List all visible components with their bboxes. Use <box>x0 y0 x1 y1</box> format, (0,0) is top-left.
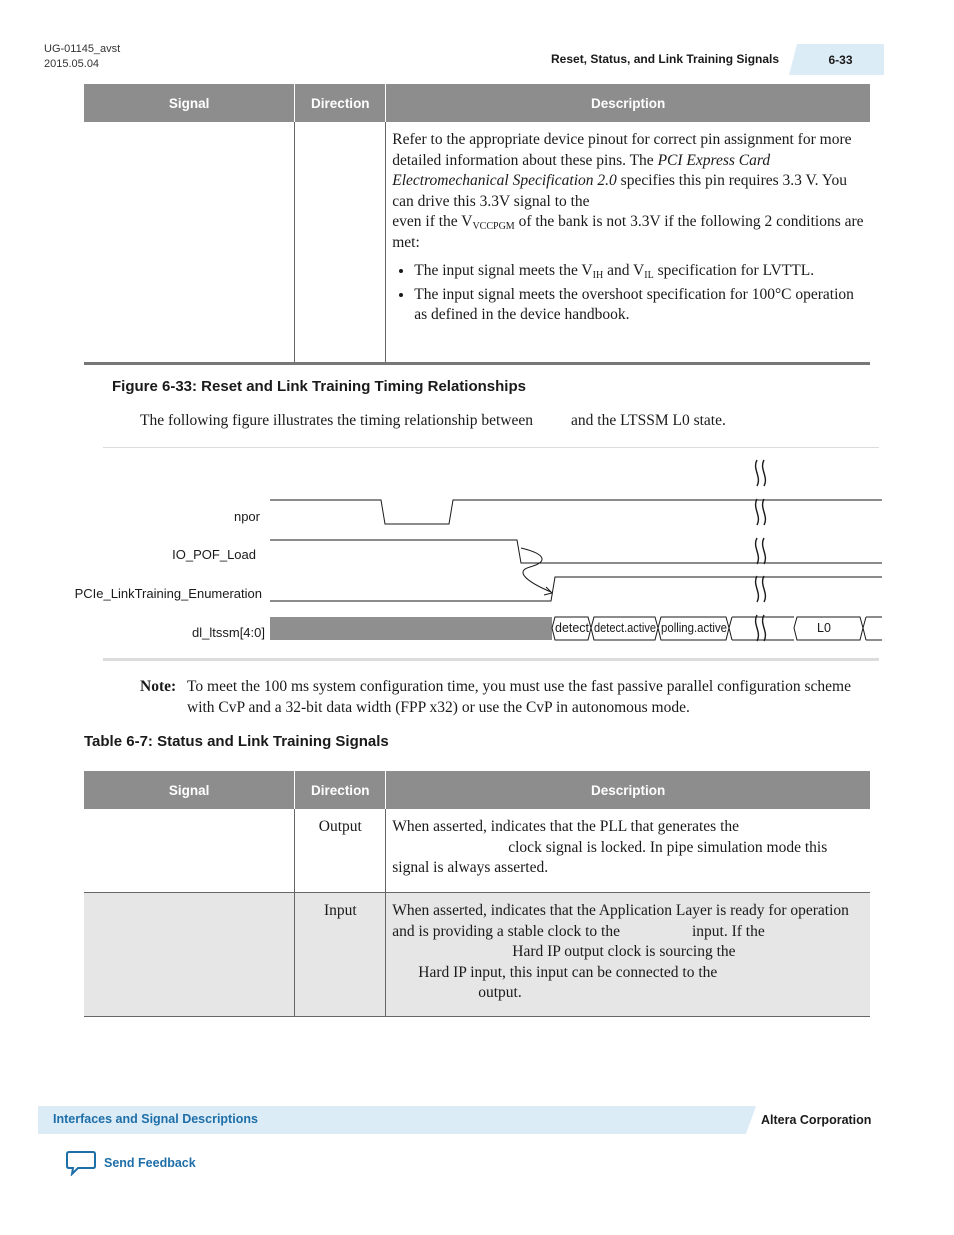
note <box>140 676 880 718</box>
signal-label-pcie-linktraining: PCIe_LinkTraining_Enumeration <box>74 586 262 601</box>
send-feedback-link[interactable] <box>66 1150 196 1176</box>
table-caption: Table 6-7: Status and Link Training Signals <box>84 733 389 750</box>
figure-intro-after: and the LTSSM L0 state. <box>571 412 726 429</box>
send-feedback-label[interactable]: Send Feedback <box>104 1156 196 1170</box>
description-cell <box>386 893 870 1017</box>
bullet1-b: and V <box>603 262 645 279</box>
desc-part: output. <box>478 984 522 1001</box>
desc-line: clock signal is locked. In pipe simulation mode this signal is always asserted. <box>392 838 828 876</box>
direction-cell <box>295 122 386 364</box>
vih-subscript: IH <box>592 270 604 281</box>
figure-bottom-rule <box>103 658 879 661</box>
desc-part: When asserted, indicates that the Application Layer is ready for operation and is providing a stable clock to the <box>392 902 849 940</box>
bullet1-c: specification for LVTTL. <box>653 262 815 279</box>
doc-id: UG-01145_avst <box>44 43 121 55</box>
npor-waveform <box>270 500 882 524</box>
doc-date: 2015.05.04 <box>44 58 100 70</box>
table-row <box>84 809 870 893</box>
column-header-signal: Signal <box>84 771 295 809</box>
desc-intro: Refer to the appropriate device pinout for correct pin assignment for more detailed information about these pins. The <box>392 131 852 169</box>
column-header-description: Description <box>386 771 870 809</box>
vccpgm-subscript: VCCPGM <box>472 221 515 232</box>
ltssm-label-polling-active: polling.active <box>661 621 728 635</box>
direction-cell: Input <box>295 893 386 1017</box>
note-label: Note: <box>140 678 177 695</box>
signal-cell <box>84 893 295 1017</box>
figure-intro-before: The following figure illustrates the timing relationship between <box>140 412 534 429</box>
bullet1-a: The input signal meets the V <box>414 262 593 279</box>
desc-line: When asserted, indicates that the PLL that generates the <box>392 818 740 835</box>
desc-part: input. If the <box>691 922 765 940</box>
io-pof-load-waveform <box>270 540 882 563</box>
ltssm-segment-gap <box>729 617 794 640</box>
ltssm-label-detect-active: detect.active <box>594 621 657 635</box>
desc-tail: of the bank is not 3.3V if the following 2 conditions are met: <box>392 213 864 251</box>
column-header-direction: Direction <box>295 84 386 122</box>
table-header-row <box>84 84 870 122</box>
direction-cell: Output <box>295 809 386 893</box>
page-number: 6-33 <box>797 44 884 75</box>
ltssm-bus-fill <box>270 617 552 640</box>
status-link-training-table <box>84 771 870 1017</box>
desc-even: even if the V <box>392 213 473 230</box>
footer-company: Altera Corporation <box>761 1113 872 1127</box>
desc-mid: specifies this pin requires 3.3 V. You can drive this 3.3V signal to the <box>392 172 848 210</box>
timing-diagram <box>0 455 954 655</box>
causal-arrow <box>521 548 551 592</box>
note-text: To meet the 100 ms system configuration time, you must use the fast passive parallel configuration scheme with CvP and a 32-bit data width (FPP x32) or use the CvP in autonomous mode. <box>187 678 851 716</box>
column-header-direction: Direction <box>295 771 386 809</box>
list-item: • The input signal meets the overshoot specification for 100°C operation as defined in the device handbook. <box>414 285 864 326</box>
column-header-description: Description <box>386 84 870 122</box>
figure-intro <box>140 412 726 430</box>
column-header-signal: Signal <box>84 84 295 122</box>
linktraining-waveform <box>270 577 882 601</box>
speech-bubble-icon <box>66 1150 96 1176</box>
ltssm-label-l0: L0 <box>817 621 831 635</box>
figure-caption: Figure 6-33: Reset and Link Training Timing Relationships <box>112 378 526 395</box>
figure-top-rule <box>103 447 879 448</box>
time-break-icon <box>756 460 766 641</box>
signal-label-io-pof-load: IO_POF_Load <box>172 547 256 562</box>
ltssm-segment-end <box>863 617 882 640</box>
spec-title: PCI Express Card Electromechanical Specification 2.0 <box>392 151 771 189</box>
condition-list <box>392 261 864 326</box>
table-row <box>84 893 870 1017</box>
table-row <box>84 122 870 364</box>
signal-table-continued <box>84 84 870 365</box>
desc-part: Hard IP output clock is sourcing the <box>512 943 736 960</box>
description-text <box>392 130 864 253</box>
footer-chapter-link[interactable]: Interfaces and Signal Descriptions <box>53 1112 258 1126</box>
description-cell <box>386 122 870 364</box>
signal-label-dl-ltssm: dl_ltssm[4:0] <box>192 625 265 640</box>
section-title: Reset, Status, and Link Training Signals <box>551 52 780 66</box>
signal-cell <box>84 122 295 364</box>
signal-label-npor: npor <box>233 509 260 524</box>
table-header-row <box>84 771 870 809</box>
description-cell <box>386 809 870 893</box>
list-item <box>414 261 864 282</box>
ltssm-label-detect: detect <box>555 621 590 635</box>
signal-cell <box>84 809 295 893</box>
document-id <box>44 42 120 72</box>
vil-subscript: IL <box>644 270 654 281</box>
desc-part: Hard IP input, this input can be connected to the <box>418 963 718 981</box>
